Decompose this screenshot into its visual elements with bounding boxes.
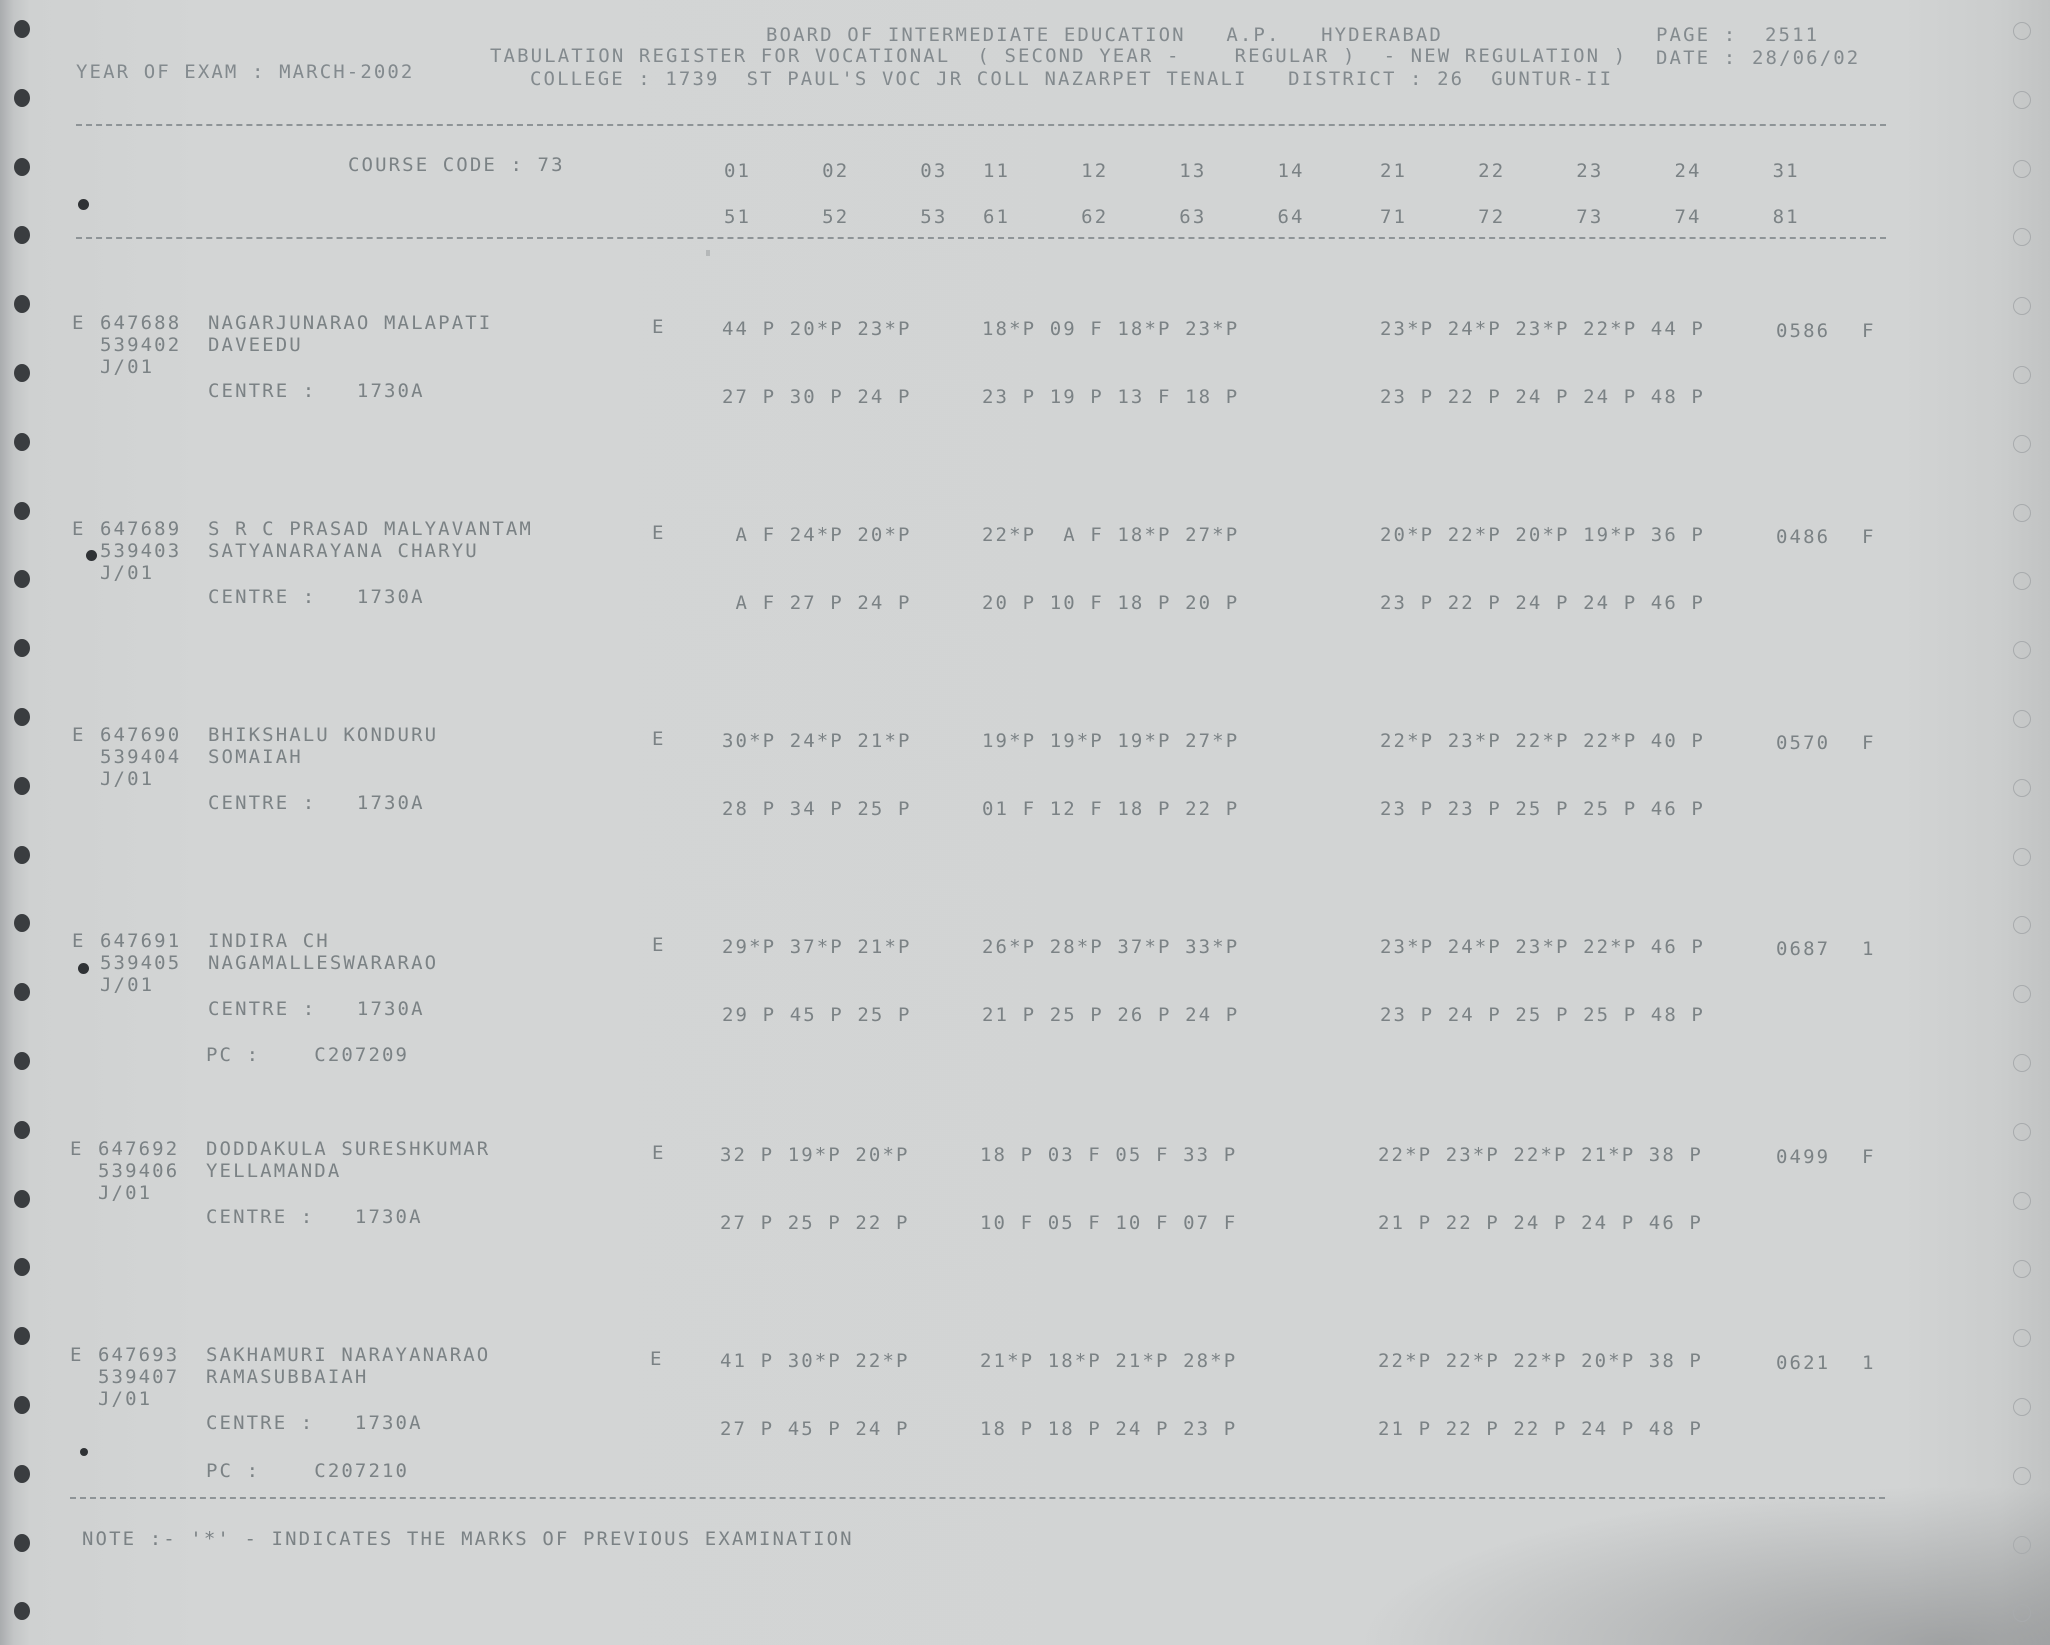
ink-dot bbox=[78, 199, 89, 210]
father-name: SATYANARAYANA CHARYU bbox=[208, 540, 479, 562]
marks-part2-c: 23 P 22 P 24 P 24 P 46 P bbox=[1380, 592, 1705, 614]
col-head-2a: 51 52 53 bbox=[724, 206, 948, 228]
father-name: DAVEEDU bbox=[208, 334, 303, 356]
centre: CENTRE : 1730A bbox=[208, 998, 425, 1020]
ent-flag: E bbox=[70, 1138, 84, 1160]
ink-dot bbox=[80, 1448, 88, 1456]
columns-rule bbox=[76, 237, 1886, 239]
medium: E bbox=[652, 728, 666, 750]
sprocket-hole bbox=[14, 433, 30, 451]
sprocket-hole bbox=[14, 1121, 30, 1139]
student-name: DODDAKULA SURESHKUMAR bbox=[206, 1138, 491, 1160]
marks-part1-b: 18*P 09 F 18*P 23*P bbox=[982, 318, 1240, 340]
sprocket-hole bbox=[2013, 779, 2031, 797]
marks-part1-c: 20*P 22*P 20*P 19*P 36 P bbox=[1380, 524, 1705, 546]
result: 1 bbox=[1862, 938, 1876, 960]
student-name: SAKHAMURI NARAYANARAO bbox=[206, 1344, 491, 1366]
father-name: NAGAMALLESWARARAO bbox=[208, 952, 439, 974]
sprocket-hole bbox=[14, 846, 30, 864]
college-line: COLLEGE : 1739 ST PAUL'S VOC JR COLL NAZARPET TENALI DISTRICT : 26 GUNTUR-II bbox=[530, 68, 1614, 90]
sprocket-hole bbox=[2013, 1398, 2031, 1416]
marks-part2-a: 29 P 45 P 25 P bbox=[722, 1004, 912, 1026]
marks-part2-b: 18 P 18 P 24 P 23 P bbox=[980, 1418, 1238, 1440]
roll-number: 539407 bbox=[98, 1366, 180, 1388]
sprocket-hole bbox=[2013, 228, 2031, 246]
roll-number: 539406 bbox=[98, 1160, 180, 1182]
marks-part1-a: 29*P 37*P 21*P bbox=[722, 936, 912, 958]
medium: E bbox=[652, 1142, 666, 1164]
col-head-2c: 71 72 73 74 81 bbox=[1380, 206, 1800, 228]
date-label: DATE : bbox=[1656, 47, 1738, 69]
hall-ticket: 647689 bbox=[100, 518, 182, 540]
sprocket-hole bbox=[2013, 297, 2031, 315]
centre: CENTRE : 1730A bbox=[206, 1206, 423, 1228]
batch-code: J/01 bbox=[100, 768, 155, 790]
sprocket-hole bbox=[2013, 366, 2031, 384]
hall-ticket: 647692 bbox=[98, 1138, 180, 1160]
student-name: NAGARJUNARAO MALAPATI bbox=[208, 312, 493, 334]
sprocket-hole bbox=[14, 570, 30, 588]
sprocket-hole bbox=[14, 1534, 30, 1552]
ink-dot bbox=[86, 550, 97, 561]
father-name: RAMASUBBAIAH bbox=[206, 1366, 369, 1388]
sprocket-hole bbox=[14, 639, 30, 657]
roll-number: 539405 bbox=[100, 952, 182, 974]
father-name: SOMAIAH bbox=[208, 746, 303, 768]
page-label: PAGE : bbox=[1656, 24, 1738, 46]
marks-part2-a: A F 27 P 24 P bbox=[722, 592, 912, 614]
marks-part2-a: 28 P 34 P 25 P bbox=[722, 798, 912, 820]
roll-number: 539402 bbox=[100, 334, 182, 356]
marks-part1-a: 30*P 24*P 21*P bbox=[722, 730, 912, 752]
footer-note: NOTE :- '*' - INDICATES THE MARKS OF PREVIOUS EXAMINATION bbox=[82, 1528, 854, 1550]
medium: E bbox=[652, 316, 666, 338]
sprocket-hole bbox=[2013, 160, 2031, 178]
marks-part1-b: 26*P 28*P 37*P 33*P bbox=[982, 936, 1240, 958]
sprocket-hole bbox=[14, 502, 30, 520]
medium: E bbox=[652, 934, 666, 956]
col-head-1a: 01 02 03 bbox=[724, 160, 948, 182]
marks-part1-c: 23*P 24*P 23*P 22*P 44 P bbox=[1380, 318, 1705, 340]
marks-part1-a: A F 24*P 20*P bbox=[722, 524, 912, 546]
col-head-1b: 11 12 13 14 bbox=[983, 160, 1305, 182]
total-marks: 0499 bbox=[1776, 1146, 1831, 1168]
total-marks: 0570 bbox=[1776, 732, 1831, 754]
medium: E bbox=[652, 522, 666, 544]
hall-ticket: 647688 bbox=[100, 312, 182, 334]
sprocket-hole bbox=[14, 364, 30, 382]
total-marks: 0486 bbox=[1776, 526, 1831, 548]
sprocket-hole bbox=[2013, 1054, 2031, 1072]
marks-part2-b: 01 F 12 F 18 P 22 P bbox=[982, 798, 1240, 820]
student-name: BHIKSHALU KONDURU bbox=[208, 724, 439, 746]
sprocket-hole bbox=[2013, 91, 2031, 109]
sprocket-hole bbox=[2013, 435, 2031, 453]
result: 1 bbox=[1862, 1352, 1876, 1374]
sprocket-hole bbox=[2013, 1260, 2031, 1278]
marks-part1-b: 22*P A F 18*P 27*P bbox=[982, 524, 1240, 546]
shadow bbox=[1350, 1485, 2050, 1645]
sprocket-hole bbox=[2013, 1536, 2031, 1554]
sprocket-hole bbox=[14, 295, 30, 313]
marks-part1-b: 18 P 03 F 05 F 33 P bbox=[980, 1144, 1238, 1166]
marks-part2-b: 21 P 25 P 26 P 24 P bbox=[982, 1004, 1240, 1026]
hall-ticket: 647690 bbox=[100, 724, 182, 746]
sprocket-hole bbox=[2013, 1467, 2031, 1485]
student-name: INDIRA CH bbox=[208, 930, 330, 952]
roll-number: 539404 bbox=[100, 746, 182, 768]
marks-part2-c: 21 P 22 P 24 P 24 P 46 P bbox=[1378, 1212, 1703, 1234]
marks-part1-c: 22*P 22*P 22*P 20*P 38 P bbox=[1378, 1350, 1703, 1372]
marks-part2-a: 27 P 30 P 24 P bbox=[722, 386, 912, 408]
marks-part2-a: 27 P 25 P 22 P bbox=[720, 1212, 910, 1234]
result: F bbox=[1862, 732, 1876, 754]
tick-mark bbox=[706, 250, 710, 256]
marks-part1-a: 44 P 20*P 23*P bbox=[722, 318, 912, 340]
sprocket-hole bbox=[14, 1258, 30, 1276]
marks-part1-a: 32 P 19*P 20*P bbox=[720, 1144, 910, 1166]
sprocket-hole bbox=[14, 89, 30, 107]
sprocket-hole bbox=[2013, 1123, 2031, 1141]
result: F bbox=[1862, 1146, 1876, 1168]
sprocket-hole bbox=[14, 1602, 30, 1620]
marks-part1-b: 19*P 19*P 19*P 27*P bbox=[982, 730, 1240, 752]
sprocket-hole bbox=[2013, 504, 2031, 522]
sprocket-hole bbox=[2013, 1192, 2031, 1210]
sprocket-hole bbox=[14, 708, 30, 726]
hall-ticket: 647691 bbox=[100, 930, 182, 952]
col-head-2b: 61 62 63 64 bbox=[983, 206, 1305, 228]
pc-number: PC : C207210 bbox=[206, 1460, 410, 1482]
centre: CENTRE : 1730A bbox=[208, 586, 425, 608]
roll-number: 539403 bbox=[100, 540, 182, 562]
ent-flag: E bbox=[70, 1344, 84, 1366]
centre: CENTRE : 1730A bbox=[206, 1412, 423, 1434]
sprocket-hole bbox=[2013, 1329, 2031, 1347]
ent-flag: E bbox=[72, 312, 86, 334]
student-name: S R C PRASAD MALYAVANTAM bbox=[208, 518, 533, 540]
page-number: 2511 bbox=[1765, 24, 1820, 46]
sprocket-hole bbox=[14, 1190, 30, 1208]
ent-flag: E bbox=[72, 724, 86, 746]
batch-code: J/01 bbox=[100, 974, 155, 996]
marks-part2-b: 10 F 05 F 10 F 07 F bbox=[980, 1212, 1238, 1234]
ink-dot bbox=[78, 963, 89, 974]
header-rule bbox=[76, 124, 1886, 126]
marks-part2-c: 21 P 22 P 22 P 24 P 48 P bbox=[1378, 1418, 1703, 1440]
ent-flag: E bbox=[72, 518, 86, 540]
marks-part2-c: 23 P 24 P 25 P 25 P 48 P bbox=[1380, 1004, 1705, 1026]
sprocket-hole bbox=[14, 1052, 30, 1070]
sprocket-hole bbox=[14, 983, 30, 1001]
sprocket-hole bbox=[2013, 22, 2031, 40]
sprocket-hole bbox=[14, 158, 30, 176]
batch-code: J/01 bbox=[98, 1388, 153, 1410]
ent-flag: E bbox=[72, 930, 86, 952]
sprocket-hole bbox=[14, 777, 30, 795]
paper-left-edge bbox=[0, 0, 14, 1645]
sprocket-hole bbox=[2013, 572, 2031, 590]
pc-number: PC : C207209 bbox=[206, 1044, 410, 1066]
sprocket-hole bbox=[14, 914, 30, 932]
batch-code: J/01 bbox=[98, 1182, 153, 1204]
register-title: TABULATION REGISTER FOR VOCATIONAL ( SECOND YEAR - REGULAR ) - NEW REGULATION ) bbox=[490, 45, 1628, 67]
board-title: BOARD OF INTERMEDIATE EDUCATION A.P. HYDERABAD bbox=[766, 24, 1443, 46]
centre: CENTRE : 1730A bbox=[208, 380, 425, 402]
marks-part1-a: 41 P 30*P 22*P bbox=[720, 1350, 910, 1372]
sprocket-hole bbox=[2013, 848, 2031, 866]
sprocket-hole bbox=[14, 1327, 30, 1345]
sprocket-hole bbox=[14, 1465, 30, 1483]
course-code: COURSE CODE : 73 bbox=[348, 154, 565, 176]
batch-code: J/01 bbox=[100, 562, 155, 584]
marks-part2-b: 20 P 10 F 18 P 20 P bbox=[982, 592, 1240, 614]
total-marks: 0586 bbox=[1776, 320, 1831, 342]
col-head-1c: 21 22 23 24 31 bbox=[1380, 160, 1800, 182]
sprocket-hole bbox=[2013, 916, 2031, 934]
sprocket-hole bbox=[2013, 1604, 2031, 1622]
result: F bbox=[1862, 320, 1876, 342]
total-marks: 0687 bbox=[1776, 938, 1831, 960]
medium: E bbox=[650, 1348, 664, 1370]
marks-part1-b: 21*P 18*P 21*P 28*P bbox=[980, 1350, 1238, 1372]
father-name: YELLAMANDA bbox=[206, 1160, 342, 1182]
marks-part2-c: 23 P 23 P 25 P 25 P 46 P bbox=[1380, 798, 1705, 820]
sprocket-hole bbox=[14, 20, 30, 38]
total-marks: 0621 bbox=[1776, 1352, 1831, 1374]
marks-part1-c: 23*P 24*P 23*P 22*P 46 P bbox=[1380, 936, 1705, 958]
marks-part2-c: 23 P 22 P 24 P 24 P 48 P bbox=[1380, 386, 1705, 408]
marks-part2-b: 23 P 19 P 13 F 18 P bbox=[982, 386, 1240, 408]
batch-code: J/01 bbox=[100, 356, 155, 378]
result: F bbox=[1862, 526, 1876, 548]
centre: CENTRE : 1730A bbox=[208, 792, 425, 814]
sprocket-hole bbox=[2013, 641, 2031, 659]
sprocket-hole bbox=[14, 1396, 30, 1414]
year-of-exam: YEAR OF EXAM : MARCH-2002 bbox=[76, 61, 415, 83]
footer-rule bbox=[70, 1497, 1885, 1499]
marks-part1-c: 22*P 23*P 22*P 22*P 40 P bbox=[1380, 730, 1705, 752]
date-value: 28/06/02 bbox=[1752, 47, 1861, 69]
hall-ticket: 647693 bbox=[98, 1344, 180, 1366]
sprocket-hole bbox=[14, 226, 30, 244]
marks-part2-a: 27 P 45 P 24 P bbox=[720, 1418, 910, 1440]
sprocket-hole bbox=[2013, 710, 2031, 728]
marks-part1-c: 22*P 23*P 22*P 21*P 38 P bbox=[1378, 1144, 1703, 1166]
sprocket-hole bbox=[2013, 985, 2031, 1003]
